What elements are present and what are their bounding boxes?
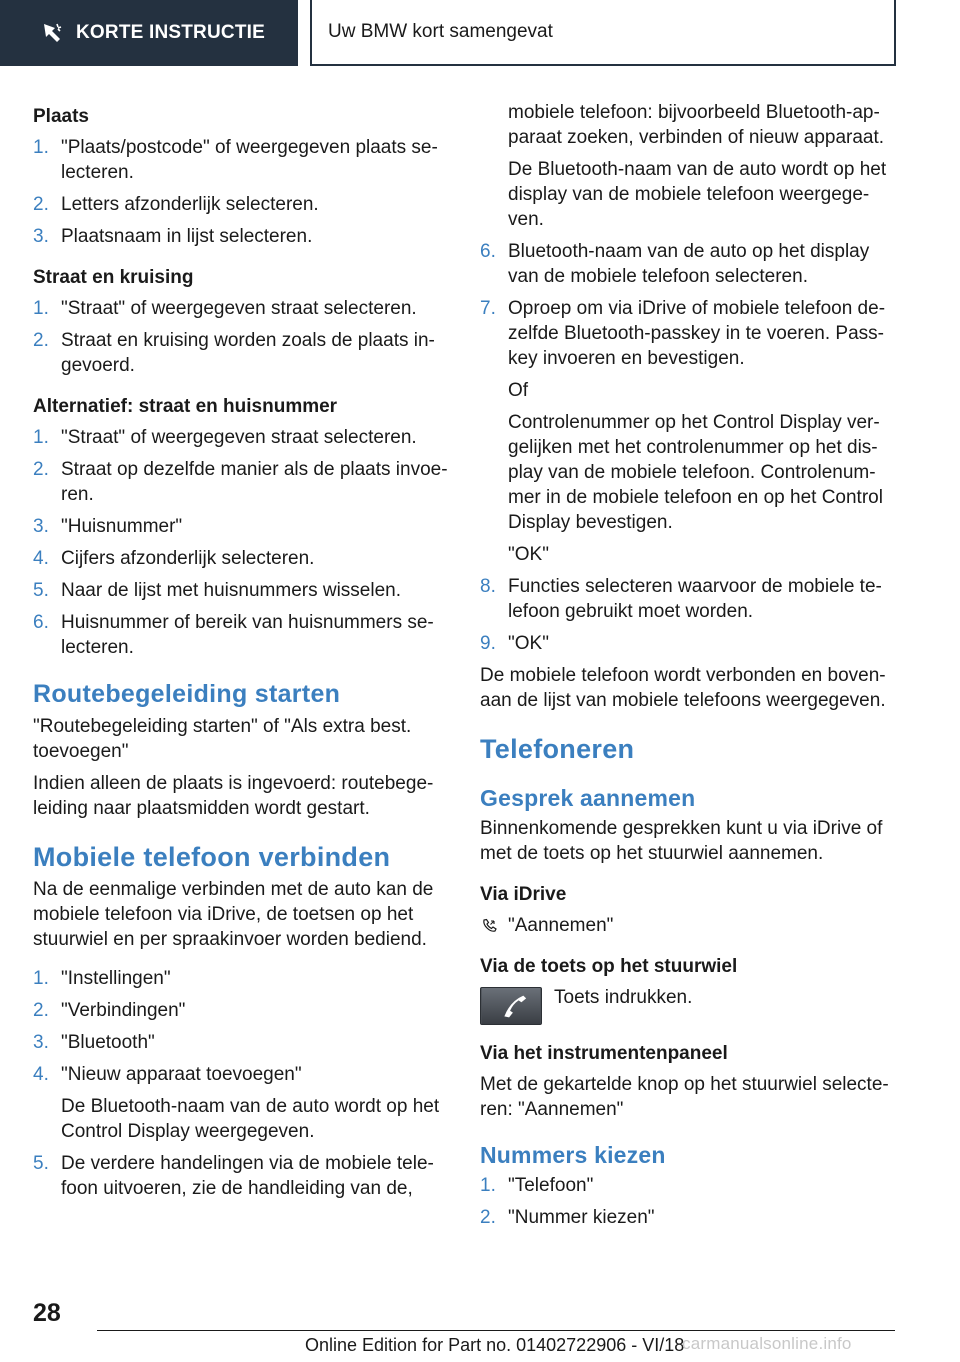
steering-wheel-phone-button (480, 987, 542, 1025)
list-item: 1. "Instellingen" (33, 968, 171, 989)
list-item: 4. "Nieuw apparaat toevoegen" De Bluetooth-naam van de auto wordt op het Control Display weergegeven. (33, 1064, 440, 1142)
connected-paragraph: De mobiele telefoon wordt verbonden en boven-aan de lijst van mobiele telefoons weergegeven. (480, 665, 886, 711)
left-column (33, 100, 451, 1208)
list-item: 2. Straat op dezelfde manier als de plaats invoe-ren. (33, 459, 448, 505)
list-item: 3. Plaatsnaam in lijst selecteren. (33, 226, 313, 247)
right-column (480, 100, 898, 1237)
phone-icon (482, 918, 498, 934)
instrument-paragraph: Met de gekartelde knop op het stuurwiel selecte-ren: "Aannemen" (480, 1074, 889, 1120)
list-item: 2. Straat en kruising worden zoals de plaats in-gevoerd. (33, 330, 435, 376)
list-item: 3. "Bluetooth" (33, 1032, 155, 1053)
phone-handset-icon (481, 988, 541, 1024)
continued-step: mobiele telefoon: bijvoorbeeld Bluetooth-ap-paraat zoeken, verbinden of nieuw apparaat. De Bluetooth-naam van de auto wordt op het display van de mobiele telefoon weergege-ven. (508, 102, 887, 230)
heading-via-idrive: Via iDrive (480, 884, 567, 905)
mobiel-steps (33, 966, 451, 1201)
list-item: 7. Oproep om via iDrive of mobiele telefoon de-zelfde Bluetooth-passkey in te voeren. Pass-key invoeren en bevestigen. Of Controlenummer op het Control Display ver-gelijken met het controlenummer op het dis-play van de mobiele telefoon. Controlenum-mer in de mobiele telefoon en op het Control Display bevestigen. "OK" (480, 298, 886, 565)
heading-straat: Straat en kruising (33, 267, 194, 288)
footer-divider (97, 1330, 895, 1331)
edition-text: Online Edition for Part no. 01402722906 - VI/18 (305, 1335, 685, 1355)
mobiel-intro: Na de eenmalige verbinden met de auto kan de mobiele telefoon via iDrive, de toetsen op het stuurwiel en per spraakinvoer worden bediend. (33, 879, 434, 950)
nummers-steps (480, 1173, 898, 1230)
heading-via-instrumentenpaneel: Via het instrumentenpaneel (480, 1043, 728, 1064)
list-item: 2. "Verbindingen" (33, 1000, 186, 1021)
watermark: carmanualsonline.info (682, 1334, 852, 1353)
heading-gesprek-aannemen: Gesprek aannemen (480, 785, 696, 811)
route-paragraph-2: Indien alleen de plaats is ingevoerd: routebege-leiding naar plaatsmidden wordt gestart. (33, 773, 434, 819)
heading-huisnummer: Alternatief: straat en huisnummer (33, 396, 338, 417)
page-header (0, 0, 960, 66)
list-item: 9. "OK" (480, 633, 549, 654)
quick-reference-icon (40, 20, 66, 46)
list-item: 4. Cijfers afzonderlijk selecteren. (33, 548, 315, 569)
list-item: 1. "Straat" of weergegeven straat selecteren. (33, 298, 417, 319)
mobiel-steps-continued (480, 239, 898, 656)
route-paragraph-1: "Routebegeleiding starten" of "Als extra best. toevoegen" (33, 716, 412, 762)
list-item: 1. "Plaats/postcode" of weergegeven plaats se-lecteren. (33, 137, 438, 183)
heading-plaats: Plaats (33, 106, 89, 127)
plaats-steps (33, 135, 451, 249)
list-item: 6. Huisnummer of bereik van huisnummers se-lecteren. (33, 612, 434, 658)
chapter-title-text: Uw BMW kort samengevat (328, 21, 553, 42)
heading-mobiele-telefoon: Mobiele telefoon verbinden (33, 842, 391, 872)
heading-telefoneren: Telefoneren (480, 734, 635, 764)
list-item: 5. De verdere handelingen via de mobiele tele-foon uitvoeren, zie de handleiding van de, (33, 1153, 434, 1199)
gesprek-paragraph: Binnenkomende gesprekken kunt u via iDrive of met de toets op het stuurwiel aannemen. (480, 818, 883, 864)
list-item: 2. Letters afzonderlijk selecteren. (33, 194, 319, 215)
steering-wheel-button-row: Toets indrukken. (480, 985, 898, 1025)
list-item: 2. "Nummer kiezen" (480, 1207, 655, 1228)
page-number: 28 (33, 1299, 61, 1327)
heading-nummers-kiezen: Nummers kiezen (480, 1142, 666, 1168)
chapter-title (310, 0, 896, 66)
section-tab (0, 0, 298, 66)
heading-via-stuurwiel: Via de toets op het stuurwiel (480, 956, 738, 977)
idrive-accept-line: "Aannemen" (480, 913, 898, 938)
heading-routebegeleiding: Routebegeleiding starten (33, 680, 341, 708)
huisnummer-steps (33, 425, 451, 660)
list-item: 5. Naar de lijst met huisnummers wisselen. (33, 580, 402, 601)
list-item: 1. "Straat" of weergegeven straat selecteren. (33, 427, 417, 448)
list-item: 6. Bluetooth-naam van de auto op het display van de mobiele telefoon selecteren. (480, 241, 870, 287)
section-tab-label: KORTE INSTRUCTIE (76, 22, 265, 43)
list-item: 3. "Huisnummer" (33, 516, 183, 537)
straat-steps (33, 296, 451, 378)
list-item: 1. "Telefoon" (480, 1175, 594, 1196)
list-item: 8. Functies selecteren waarvoor de mobiele te-lefoon gebruikt moet worden. (480, 576, 882, 622)
